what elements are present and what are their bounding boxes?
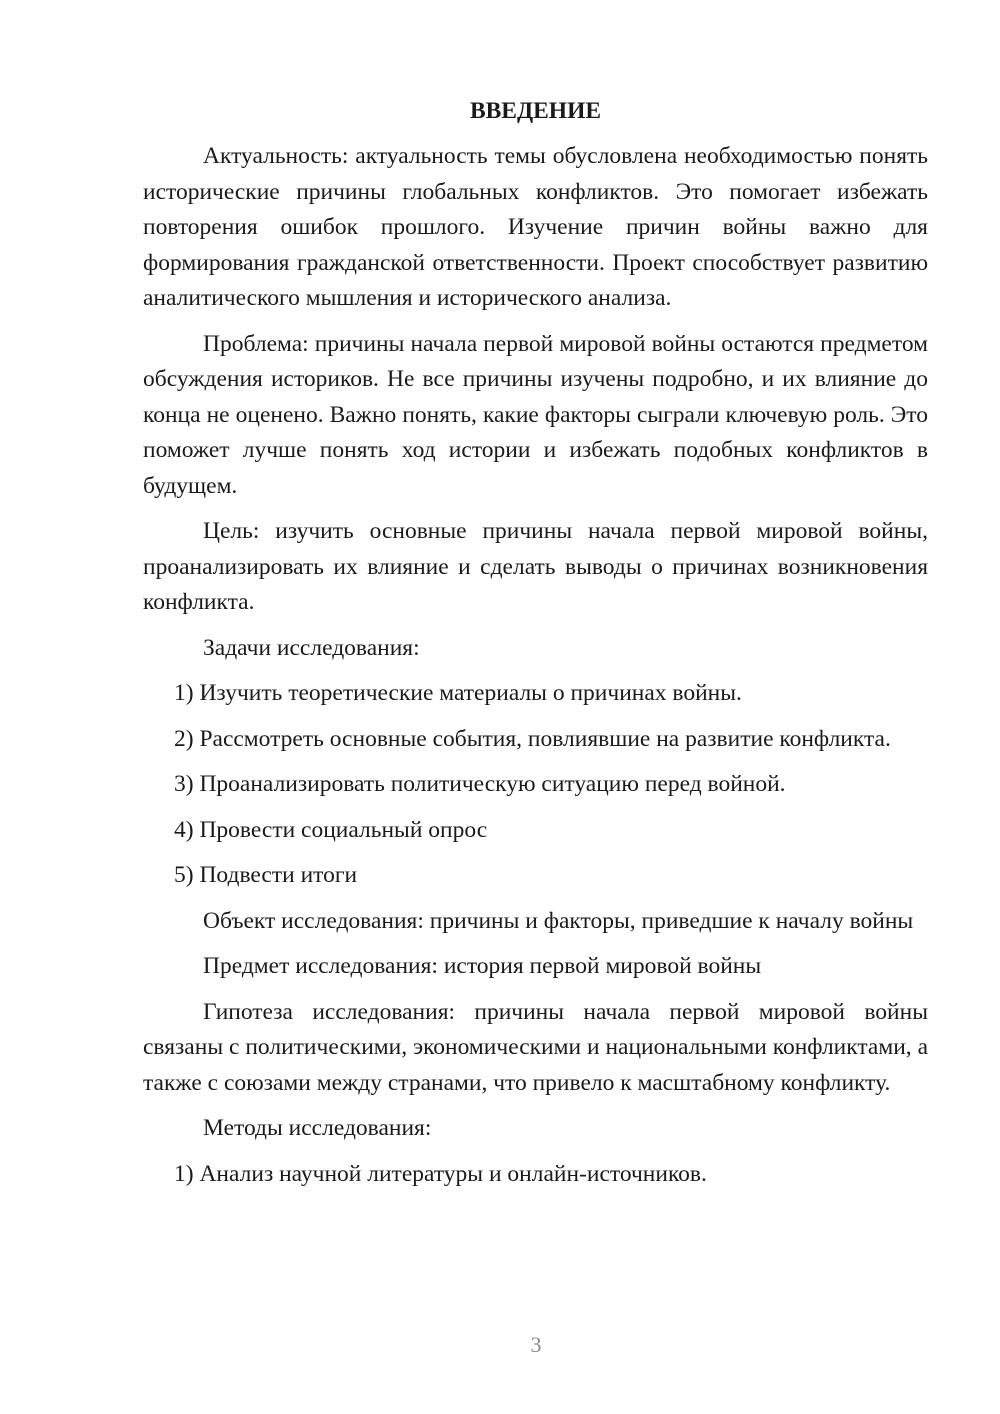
goal-paragraph: Цель: изучить основные причины начала первой мировой войны, проанализировать их влияние и сделать выводы о причинах возникновения конфликта.	[143, 518, 928, 615]
object-paragraph: Объект исследования: причины и факторы, приведшие к началу войны	[203, 907, 914, 934]
problem-paragraph: Проблема: причины начала первой мировой войны остаются предметом обсуждения историков. Не все причины изучены подробно, и их влияние до конца не оценено. Важно понять, какие факторы сыграли ключевую роль. Это поможет лучше понять ход истории и избежать подобных конфликтов в будущем.	[143, 330, 928, 499]
tasks-heading: Задачи исследования:	[203, 634, 420, 661]
task-item-2: 2) Рассмотреть основные события, повлиявшие на развитие конфликта.	[174, 725, 891, 752]
hypothesis-paragraph: Гипотеза исследования: причины начала первой мировой войны связаны с политическими, экономическими и национальными конфликтами, а также с союзами между странами, что привело к масштабному конфликту.	[143, 998, 928, 1096]
section-title: ВВЕДЕНИЕ	[469, 98, 602, 124]
page-content	[143, 94, 928, 1202]
relevance-paragraph: Актуальность: актуальность темы обусловлена необходимостью понять исторические причины глобальных конфликтов. Это помогает избежать повторения ошибок прошлого. Изучение причин войны важно для формирования гражданской ответственности. Проект способствует развитию аналитического мышления и исторического анализа.	[143, 143, 928, 311]
method-item-1: 1) Анализ научной литературы и онлайн-источников.	[174, 1160, 707, 1187]
subject-paragraph: Предмет исследования: история первой мировой войны	[203, 953, 762, 979]
task-item-3: 3) Проанализировать политическую ситуацию перед войной.	[174, 771, 786, 797]
page-number: 3	[530, 1332, 542, 1357]
task-item-5: 5) Подвести итоги	[174, 862, 358, 888]
methods-heading: Методы исследования:	[203, 1115, 432, 1141]
task-item-1: 1) Изучить теоретические материалы о причинах войны.	[174, 680, 742, 706]
task-item-4: 4) Провести социальный опрос	[174, 816, 488, 843]
